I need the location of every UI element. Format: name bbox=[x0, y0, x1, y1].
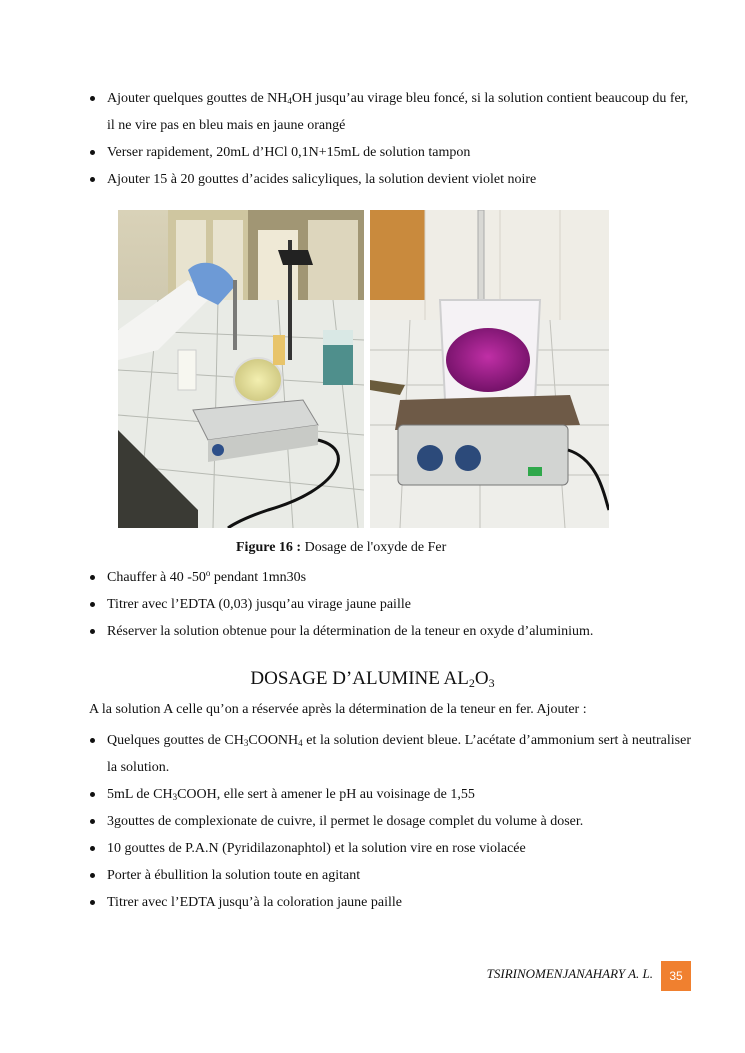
list-item: Chauffer à 40 -50$^o$ pendant 1mn30s bbox=[89, 564, 691, 591]
figure-label: Figure 16 : bbox=[236, 540, 302, 555]
list-item: Réserver la solution obtenue pour la détermination de la teneur en oxyde d’aluminium. bbox=[89, 618, 691, 645]
footer-author: TSIRINOMENJANAHARY A. L. bbox=[486, 966, 653, 981]
lab-photo-left bbox=[118, 210, 364, 528]
list-item: Porter à ébullition la solution toute en agitant bbox=[89, 862, 691, 889]
list-item: 10 gouttes de P.A.N (Pyridilazonaphtol) et la solution vire en rose violacée bbox=[89, 835, 691, 862]
top-bullet-list bbox=[89, 85, 691, 193]
bottom-bullet-list bbox=[89, 727, 691, 916]
figure-caption bbox=[236, 540, 446, 556]
list-item: Verser rapidement, 20mL d’HCl 0,1N+15mL de solution tampon bbox=[89, 139, 691, 166]
section-heading: DOSAGE D’ALUMINE $AL_2O_3$ bbox=[250, 668, 495, 690]
figure-caption-text: Dosage de l'oxyde de Fer bbox=[301, 540, 447, 555]
list-item: 3gouttes de complexionate de cuivre, il permet le dosage complet du volume à doser. bbox=[89, 808, 691, 835]
list-item: Quelques gouttes de $CH_3COONH_4$ et la solution devient bleue. L’acétate d’ammonium sert à neutraliser la solution. bbox=[89, 727, 691, 781]
page-number: 35 bbox=[661, 961, 691, 991]
middle-bullet-list bbox=[89, 564, 691, 645]
list-item: 5mL de $CH_3COOH$, elle sert à amener le pH au voisinage de 1,55 bbox=[89, 781, 691, 808]
section-intro: A la solution A celle qu’on a réservée après la détermination de la teneur en fer. Ajouter : bbox=[89, 702, 587, 717]
list-item: Titrer avec l’EDTA jusqu’à la coloration jaune paille bbox=[89, 889, 691, 916]
list-item: Titrer avec l’EDTA (0,03) jusqu’au virage jaune paille bbox=[89, 591, 691, 618]
list-item: Ajouter 15 à 20 gouttes d’acides salicyliques, la solution devient violet noire bbox=[89, 166, 691, 193]
list-item: Ajouter quelques gouttes de $NH_4OH$ jusqu’au virage bleu foncé, si la solution contient beaucoup du fer, il ne vire pas en bleu mais en jaune orangé bbox=[89, 85, 691, 139]
lab-photo-right bbox=[370, 210, 609, 528]
